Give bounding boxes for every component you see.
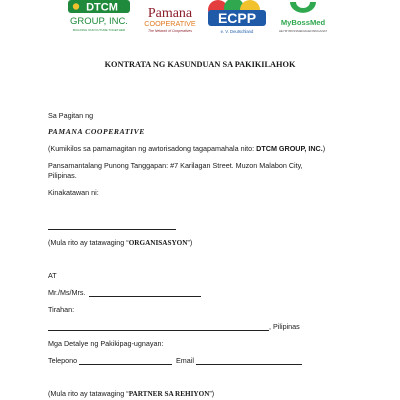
represented-org: DTCM GROUP, INC. <box>256 144 323 153</box>
document-title: KONTRATA NG KASUNDUAN SA PAKIKILAHOK <box>104 60 296 69</box>
pamana-logo <box>137 0 203 36</box>
party1-name: PAMANA COOPERATIVE <box>48 127 145 136</box>
address-field[interactable] <box>48 330 269 331</box>
email-field[interactable] <box>196 364 302 365</box>
mybossmed-logo-tagline: HEYMYBOSSMEDIAGENSINGANAT <box>278 29 328 33</box>
called-org: ORGANISASYON <box>128 239 188 247</box>
called-line <box>48 238 192 248</box>
phone-label: Telepono <box>48 356 78 365</box>
greeting: Sa Pagitan ng <box>48 111 94 120</box>
mybossmed-logo-name: MyBossMed <box>280 18 326 27</box>
represented-by: Kinakatawan ni: <box>48 188 99 197</box>
ecpp-logo-name: ECPP <box>217 10 257 26</box>
represented-post: ) <box>322 144 326 153</box>
address-label: Tirahan: <box>48 305 75 314</box>
phone-field[interactable] <box>79 364 172 365</box>
dtcm-logo-tagline: BUILDING OUR FUTURE TOGETHER <box>72 28 126 32</box>
email-label: Email <box>176 356 194 365</box>
office-line-2: Pilipinas. <box>48 171 77 180</box>
dtcm-logo-sub: GROUP, INC. <box>70 16 128 27</box>
called-post: ”) <box>187 238 193 247</box>
represented-line <box>48 144 325 153</box>
office-line-1: Pansamantalang Punong Tanggapan: #7 Karilagan Street. Muzon Malabon City, <box>48 161 303 170</box>
partner-pre: (Mula rito ay tatawaging “ <box>48 389 129 398</box>
mybossmed-logo <box>270 0 336 36</box>
partner-post: ”) <box>209 389 215 398</box>
called-pre: (Mula rito ay tatawaging “ <box>48 238 129 247</box>
salutation-label: Mr./Ms/Mrs. <box>48 288 86 297</box>
contact-label: Mga Detalye ng Pakikipag-ugnayan: <box>48 339 164 348</box>
mybossmed-mark-icon <box>290 2 316 13</box>
pamana-logo-tagline: The Network of Cooperatives <box>148 29 192 33</box>
pamana-logo-sub: COOPERATIVE <box>144 19 196 28</box>
partner-called-line <box>48 389 214 399</box>
partner-name-field[interactable] <box>89 296 201 297</box>
address-suffix: , Pilipinas <box>269 322 300 331</box>
partner-name: PARTNER SA REHIYON <box>128 390 210 398</box>
and-label: AT <box>48 271 57 280</box>
ecpp-logo <box>204 0 270 36</box>
ecpp-logo-tagline: e. V. Deutschland <box>220 29 254 34</box>
pamana-logo-name: Pamana <box>147 6 193 21</box>
represented-pre: (Kumikilos sa pamamagitan ng awtorisadong tagapamahala nito: <box>48 144 257 153</box>
representative-signature-line[interactable] <box>48 229 176 230</box>
dtcm-logo <box>62 0 136 36</box>
dtcm-logo-name: DTCM <box>86 1 118 14</box>
